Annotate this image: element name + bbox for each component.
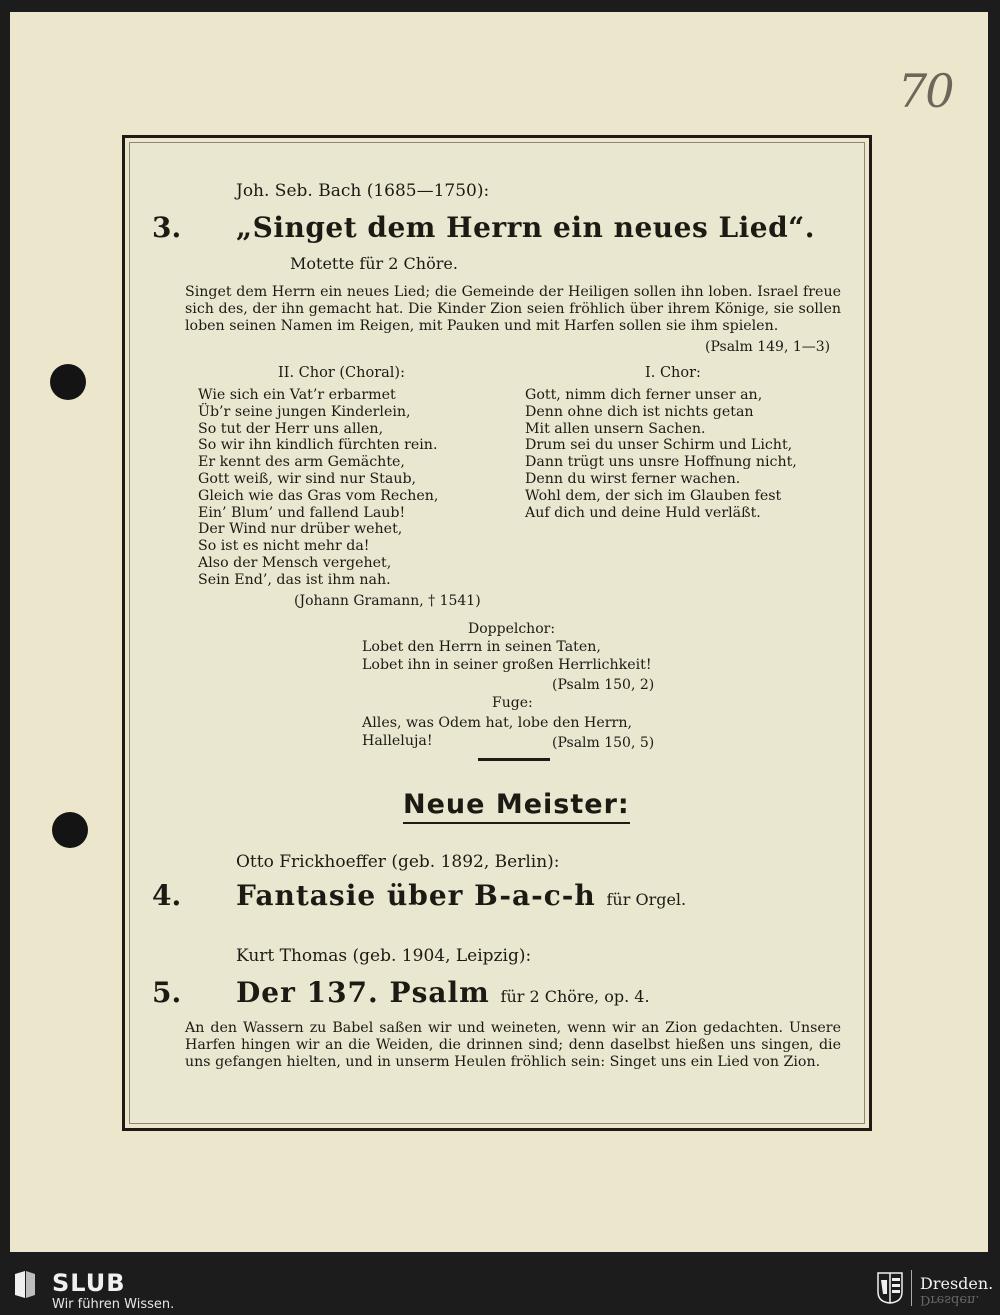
city-crest-icon: [877, 1272, 903, 1304]
verse-line: Sein End’, das ist ihm nah.: [198, 571, 391, 588]
handwritten-page-number: 70: [898, 64, 953, 118]
verse-line: Drum sei du unser Schirm und Licht,: [525, 437, 793, 454]
verse-line: Gott, nimm dich ferner unser an,: [525, 387, 763, 403]
piece3-title: „Singet dem Herrn ein neues Lied“.: [236, 211, 816, 244]
verse-line: Dann trügt uns unsre Hoffnung nicht,: [525, 454, 797, 471]
double-choir-line: Lobet den Herrn in seinen Taten,: [362, 639, 601, 655]
footer-bar: [0, 1262, 1000, 1315]
divider-rule: [478, 758, 550, 761]
verse-line: So wir ihn kindlich fürchten rein.: [198, 437, 438, 454]
piece4-composer: Otto Frickhoeffer (geb. 1892, Berlin):: [236, 852, 560, 872]
piece4-number: 4.: [152, 879, 182, 912]
piece4-instrument: für Orgel.: [606, 890, 687, 909]
choir1-heading: I. Chor:: [645, 365, 701, 381]
fugue-heading: Fuge:: [492, 695, 533, 711]
choir2-verse: [198, 387, 438, 589]
punch-hole: [50, 364, 86, 400]
choir2-source: (Johann Gramann, † 1541): [294, 593, 481, 609]
piece5-title: [236, 976, 650, 1009]
verse-line: Wie sich ein Vat’r erbarmet: [198, 387, 396, 403]
program-content: [129, 142, 865, 1124]
program-frame: [122, 135, 872, 1131]
city-name-reflection: Dresden.: [920, 1292, 980, 1307]
piece5-scoring: für 2 Chöre, op. 4.: [500, 987, 650, 1006]
verse-line: So tut der Herr uns allen,: [198, 420, 384, 437]
piece3-subtitle: Motette für 2 Chöre.: [290, 254, 458, 273]
choir2-heading: II. Chor (Choral):: [278, 365, 405, 381]
verse-line: Auf dich und deine Huld verläßt.: [525, 504, 761, 521]
verse-line: Er kennt des arm Gemächte,: [198, 454, 405, 471]
piece5-text: An den Wassern zu Babel saßen wir und weineten, wenn wir an Zion gedachten. Unsere Harfen hingen wir an die Weiden, die drinnen sind; denn daselbst hießen uns singen, die uns gefangen hielten, und in unserm Heulen fröhlich sein: Singet uns ein Lied von Zion.: [185, 1020, 841, 1070]
footer-separator: [911, 1270, 912, 1306]
section-heading: Neue Meister:: [403, 789, 630, 824]
piece3-number: 3.: [152, 211, 182, 244]
library-name: SLUB: [52, 1269, 126, 1297]
verse-line: Also der Mensch vergehet,: [198, 554, 392, 571]
piece4-title-text: Fantasie über B-a-c-h: [236, 879, 596, 912]
verse-line: Denn ohne dich ist nichts getan: [525, 403, 754, 420]
fugue-line: Halleluja!: [362, 733, 433, 749]
verse-line: Mit allen unsern Sachen.: [525, 420, 706, 437]
piece5-composer: Kurt Thomas (geb. 1904, Leipzig):: [236, 946, 532, 966]
verse-line: Denn du wirst ferner wachen.: [525, 470, 741, 487]
piece4-title: [236, 879, 686, 912]
piece5-title-text: Der 137. Psalm: [236, 976, 490, 1009]
fugue-ref: (Psalm 150, 5): [552, 735, 655, 751]
verse-line: Ein’ Blum’ und fallend Laub!: [198, 504, 406, 521]
double-choir-ref: (Psalm 150, 2): [552, 677, 655, 693]
verse-line: Gott weiß, wir sind nur Staub,: [198, 470, 417, 487]
fugue-line: Alles, was Odem hat, lobe den Herrn,: [362, 715, 632, 731]
verse-line: Üb’r seine jungen Kinderlein,: [198, 403, 411, 420]
verse-line: Gleich wie das Gras vom Rechen,: [198, 487, 439, 504]
double-choir-heading: Doppelchor:: [468, 621, 556, 637]
piece3-composer: Joh. Seb. Bach (1685—1750):: [236, 181, 490, 201]
verse-line: So ist es nicht mehr da!: [198, 538, 370, 555]
choir1-verse: [525, 387, 797, 521]
city-name: Dresden.: [920, 1274, 994, 1293]
library-claim: Wir führen Wissen.: [52, 1297, 175, 1312]
piece3-text-ref: (Psalm 149, 1—3): [705, 339, 831, 355]
double-choir-line: Lobet ihn in seiner großen Herrlichkeit!: [362, 657, 652, 673]
piece3-text: Singet dem Herrn ein neues Lied; die Gemeinde der Heiligen sollen ihn loben. Israel freue sich des, der ihn gemacht hat. Die Kinder Zion seien fröhlich über ihrem Könige, sie sollen loben seinen Namen im Reigen, mit Pauken und mit Harfen sollen sie ihm spielen.: [185, 284, 841, 334]
punch-hole: [52, 812, 88, 848]
verse-line: Wohl dem, der sich im Glauben fest: [525, 487, 782, 504]
book-icon: [13, 1270, 37, 1300]
piece5-number: 5.: [152, 976, 182, 1009]
verse-line: Der Wind nur drüber wehet,: [198, 521, 403, 538]
